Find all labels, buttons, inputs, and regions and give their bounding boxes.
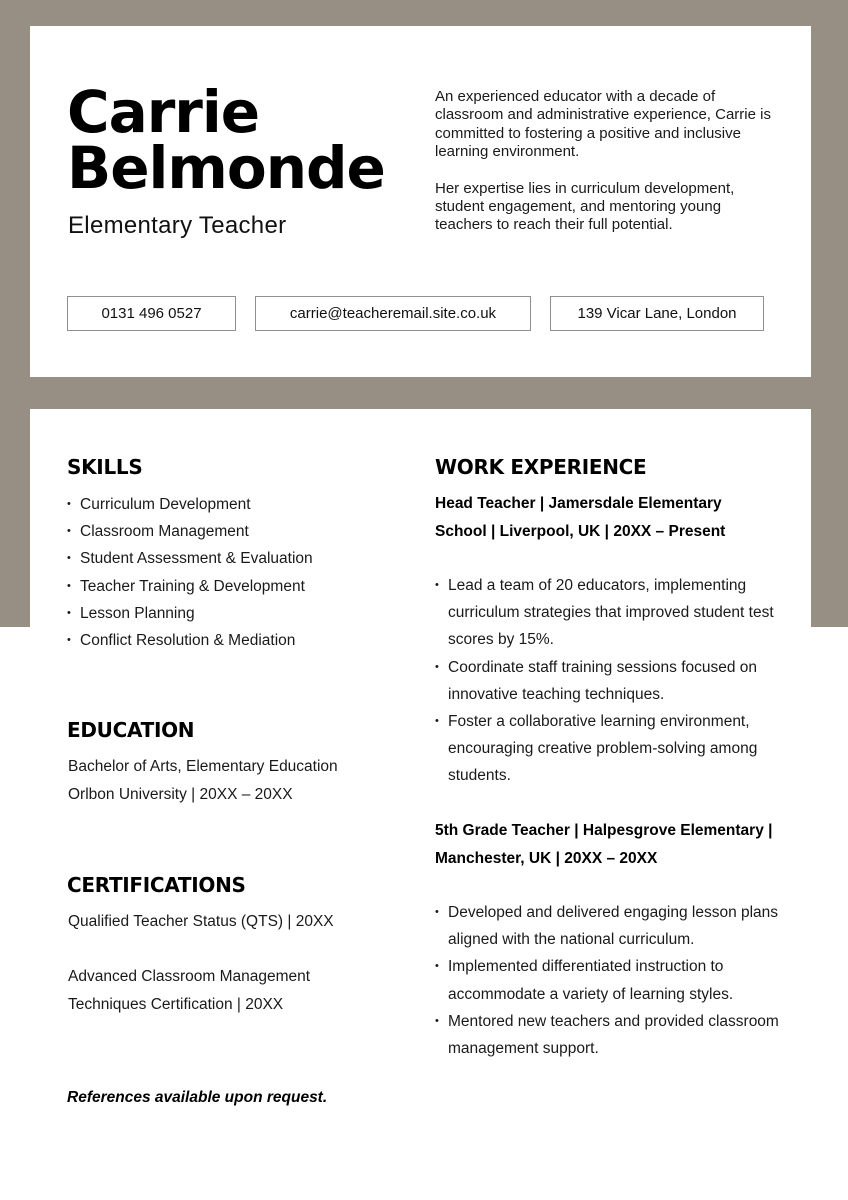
skills-list [67,491,407,654]
contact-phone: 0131 496 0527 [67,296,236,331]
contact-address: 139 Vicar Lane, London [550,296,764,331]
profile-summary [435,88,775,235]
job-title-2: 5th Grade Teacher | Halpesgrove Elementary | Manchester, UK | 20XX – 20XX [435,822,773,867]
certifications-heading: CERTIFICATIONS [67,873,246,897]
job-bullet: • Developed and delivered engaging lesson plans aligned with the national curriculum. [435,899,790,953]
skill-item: • Lesson Planning [67,600,407,627]
name-first: Carrie [67,78,260,146]
name-last: Belmonde [67,134,385,202]
job-bullet: • Mentored new teachers and provided classroom management support. [435,1008,790,1062]
certification-item: Qualified Teacher Status (QTS) | 20XX [68,913,334,930]
job-bullet: • Lead a team of 20 educators, implementing curriculum strategies that improved student test scores by 15%. [435,572,780,654]
references-note: References available upon request. [67,1089,328,1106]
education-heading: EDUCATION [67,718,195,742]
skill-item: • Conflict Resolution & Mediation [67,627,407,654]
job-title: Elementary Teacher [68,212,287,239]
job-bullet: • Foster a collaborative learning environment, encouraging creative problem-solving among students. [435,708,780,790]
job-1-bullets [435,572,780,790]
certification-item: Advanced Classroom Management Techniques Certification | 20XX [68,968,311,1013]
skill-item: • Teacher Training & Development [67,573,407,600]
skill-item: • Classroom Management [67,518,407,545]
candidate-name [67,78,385,202]
job-2-bullets [435,899,790,1062]
summary-paragraph: Her expertise lies in curriculum development, student engagement, and mentoring young teachers to reach their full potential. [435,179,735,234]
job-bullet: • Implemented differentiated instruction to accommodate a variety of learning styles. [435,953,790,1007]
job-title-1: Head Teacher | Jamersdale Elementary School | Liverpool, UK | 20XX – Present [435,495,726,540]
summary-paragraph: An experienced educator with a decade of classroom and administrative experience, Carrie is committed to fostering a positive and inclusive learning environment. [435,88,771,161]
job-bullet: • Coordinate staff training sessions focused on innovative teaching techniques. [435,654,780,708]
work-experience-heading: WORK EXPERIENCE [435,455,647,479]
skill-item: • Curriculum Development [67,491,407,518]
contact-email: carrie@teacheremail.site.co.uk [255,296,531,331]
skill-item: • Student Assessment & Evaluation [67,545,407,572]
education-degree: Bachelor of Arts, Elementary Education [68,758,338,775]
education-school: Orlbon University | 20XX – 20XX [68,786,293,803]
skills-heading: SKILLS [67,455,143,479]
